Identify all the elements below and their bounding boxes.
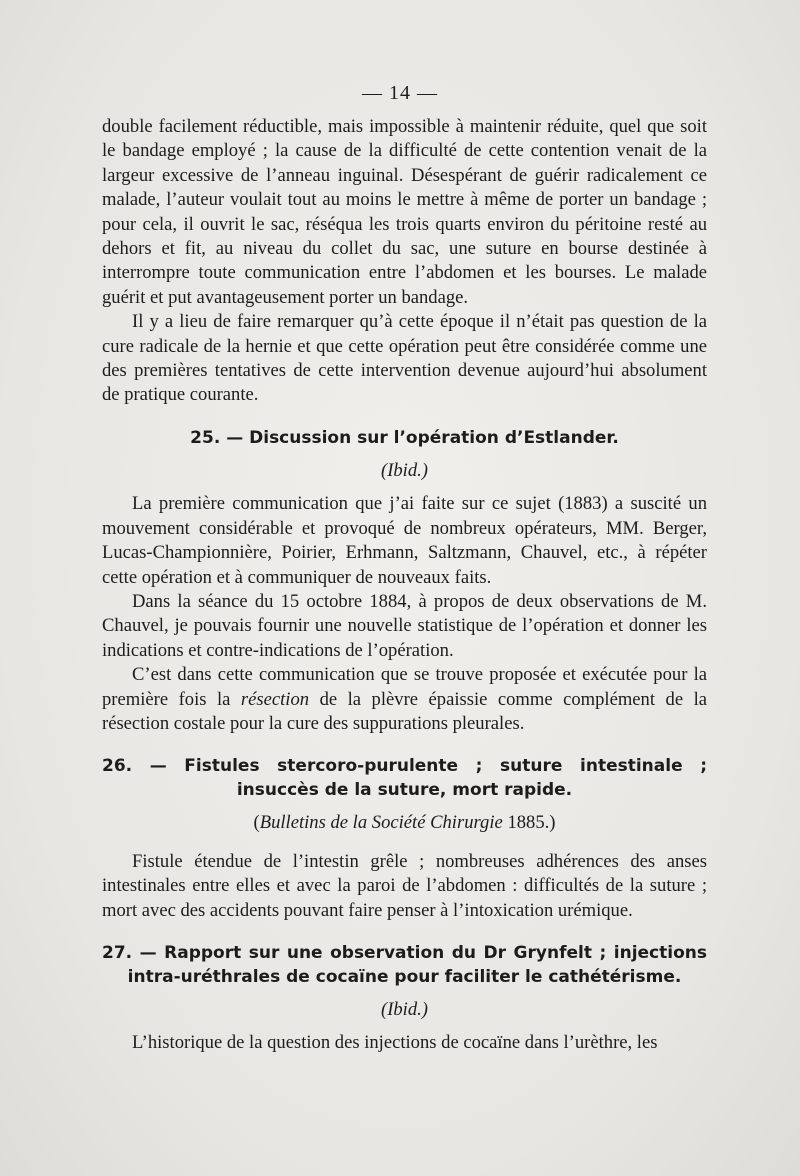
section-25-paragraph-3-end: de la plèvre épaissie comme complément de la résection costale pour la cure des suppurations pleurales. <box>102 688 708 734</box>
section-26-reference-year: 1885. <box>507 812 550 834</box>
intro-paragraph-1: double facilement réductible, mais impossible à maintenir réduite, quel que soit le bandage employé ; la cause de la difficulté de cette contention venait de la largeur excessive de l’anneau inguinal. Désespérant de guérir radicalement ce malade, l’auteur voulait tout au moins le mettre à même de porter un bandage ; pour cela, il ouvrit le sac, réséqua les trois quarts environ du péritoine resté au dehors et fit, au niveau du collet du sac, une suture en bourse destinée à interrompre toute communication entre l’abdomen et les bourses. Le malade guérit et put avantageusement porter un bandage. <box>102 116 707 308</box>
section-27-reference: (Ibid.) <box>381 998 428 1020</box>
section-25-paragraph-3-start: C’est dans cette communication que se trouve proposée et exécutée pour la première fois la <box>102 664 707 710</box>
intro-paragraph-2: Il y a lieu de faire remarquer qu’à cette époque il n’était pas question de la cure radicale de la hernie et que cette opération peut être considérée comme une des premières tentatives de cette intervention devenue aujourd’hui absolument de pratique courante. <box>102 311 707 406</box>
section-27-paragraph-1: L’historique de la question des injections de cocaïne dans l’urèthre, les <box>132 1032 658 1054</box>
section-25-paragraph-3 <box>102 663 707 736</box>
section-27-heading: 27. — Rapport sur une observation du Dr Grynfelt ; injections intra-uréthrales de cocaïne pour faciliter le cathétérisme. <box>102 942 707 987</box>
section-26-paragraph-1: Fistule étendue de l’intestin grêle ; nombreuses adhérences des anses intestinales entre elles et avec la paroi de l’abdomen : difficultés de la suture ; mort avec des accidents pouvant faire penser à l’intoxication urémique. <box>102 850 707 921</box>
section-25-paragraph-2: Dans la séance du 15 octobre 1884, à propos de deux observations de M. Chauvel, je pouvais fournir une nouvelle statistique de l’opération et donner les indications et contre-indications de l’opération. <box>102 590 707 661</box>
section-26-heading: 26. — Fistules stercoro-purulente ; suture intestinale ; insuccès de la suture, mort rapide. <box>102 756 707 801</box>
page-number: — 14 — <box>362 82 438 104</box>
section-26-reference-title: Bulletins de la Société Chirurgie <box>259 812 503 834</box>
section-26-reference: (Bulletins de la Société Chirurgie 1885.) <box>253 812 556 834</box>
section-25-paragraph-1: La première communication que j’ai faite sur ce sujet (1883) a suscité un mouvement considérable et provoqué de nombreux opérateurs, MM. Berger, Lucas-Championnière, Poirier, Erhmann, Saltzmann, Chauvel, etc., à répéter cette opération et à communiquer de nouveaux faits. <box>102 493 707 588</box>
section-25-heading: 25. — Discussion sur l’opération d’Estlander. <box>190 427 619 448</box>
section-25-paragraph-3-italic: résection <box>240 688 310 710</box>
page-body <box>102 115 707 1056</box>
section-25-reference: (Ibid.) <box>381 459 428 481</box>
